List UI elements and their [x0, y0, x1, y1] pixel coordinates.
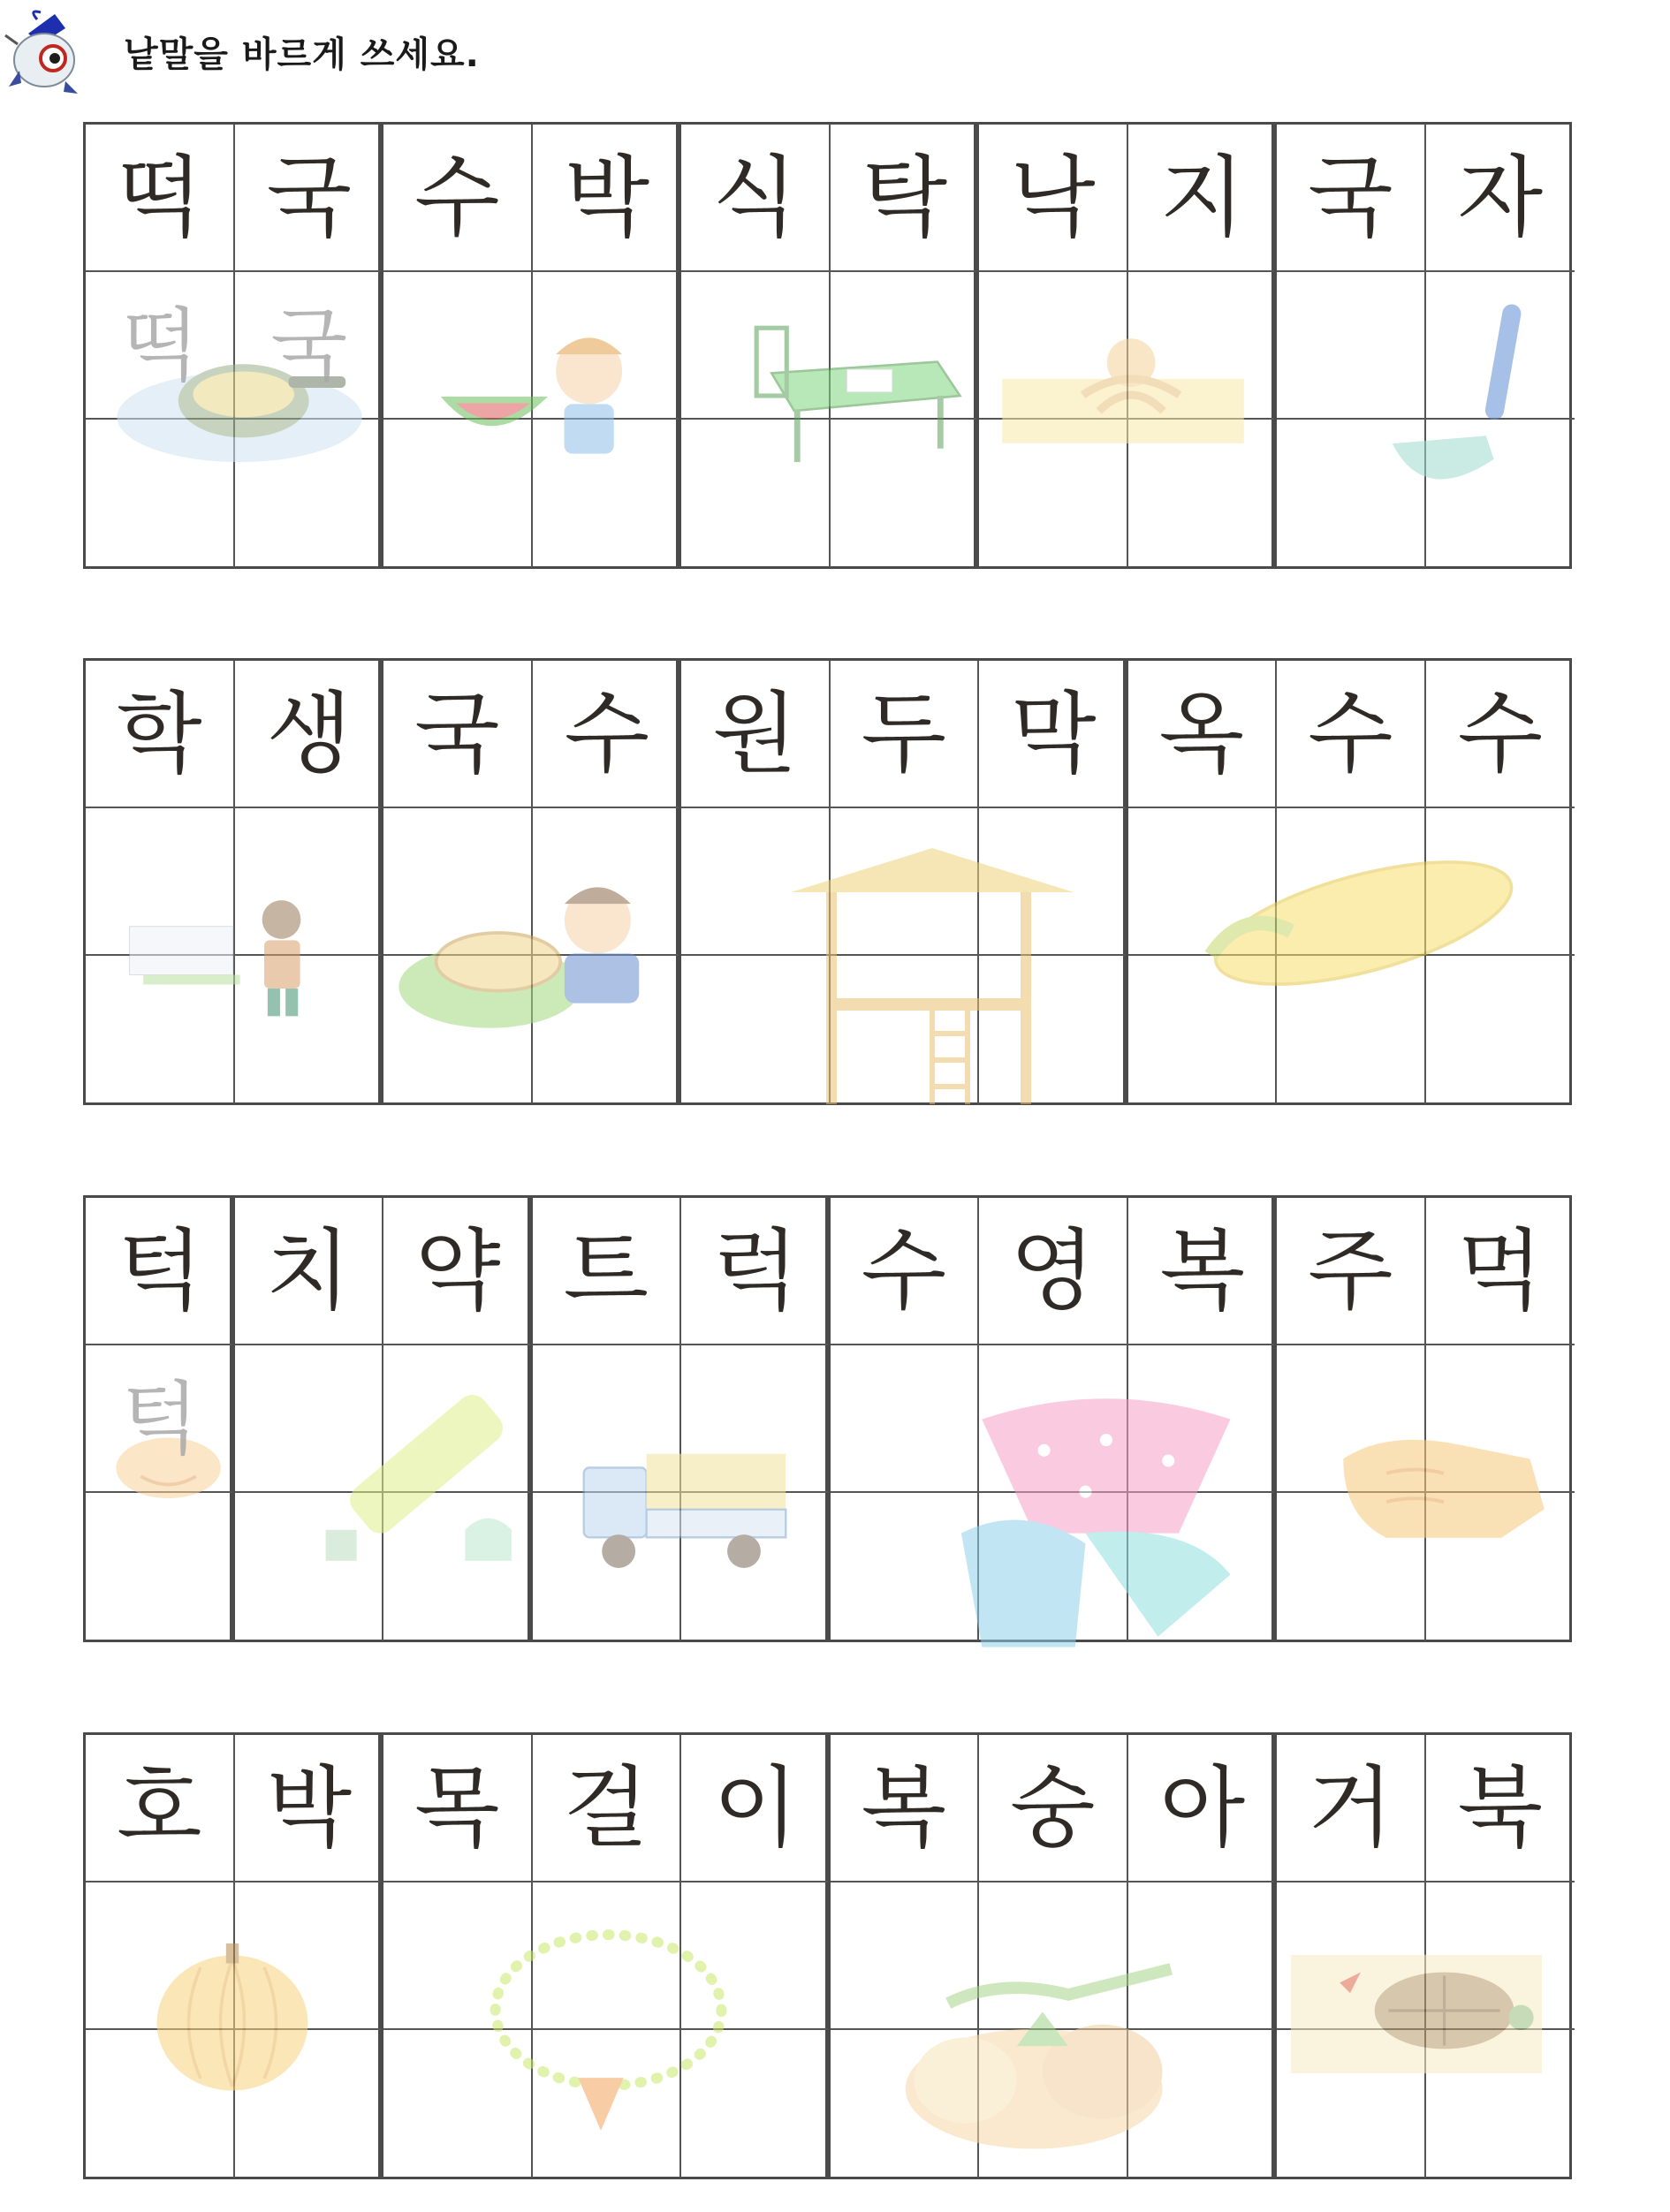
word-box [828, 1732, 1275, 2179]
model-syllable-cell [831, 1735, 980, 1882]
model-syllable-cell [979, 125, 1128, 272]
turtle-picture [1284, 1922, 1549, 2099]
model-syllable-cell [1128, 1735, 1278, 1882]
model-syllable-cell [681, 1735, 831, 1882]
syllable: 럭 [712, 1218, 799, 1322]
model-syllable-cell [86, 661, 235, 808]
model-syllable-cell [86, 1735, 235, 1882]
syllable: 옥 [1158, 681, 1245, 785]
word-box [232, 1195, 530, 1642]
swimsuit-picture [920, 1372, 1271, 1663]
syllable: 수 [414, 145, 500, 249]
model-syllable-cell [1426, 1735, 1575, 1882]
word-box [976, 122, 1274, 569]
mascot-character-icon [2, 9, 95, 97]
syllable: 복 [861, 1755, 947, 1860]
model-syllable-cell [1277, 1198, 1426, 1345]
syllable: 숭 [1009, 1755, 1096, 1860]
instruction-text: 낱말을 바르게 쓰세요. [124, 34, 480, 75]
dining-table-picture [711, 299, 968, 493]
balsam-flower-picture [897, 1940, 1180, 2161]
truck-picture [570, 1394, 800, 1597]
word-box [828, 1195, 1275, 1642]
syllable: 국 [1307, 145, 1393, 249]
watermelon-boy-picture [399, 303, 664, 489]
model-syllable-cell [1426, 661, 1575, 808]
trace-guide-syllable: 떡 [121, 299, 199, 392]
model-syllable-cell [979, 1198, 1128, 1345]
syllable: 수 [861, 1218, 947, 1322]
word-box [1126, 658, 1573, 1105]
syllable: 생 [266, 681, 353, 785]
model-syllable-cell [533, 661, 682, 808]
noodles-picture [391, 848, 656, 1042]
model-syllable-cell [533, 1198, 682, 1345]
melon-hut-picture [755, 822, 1109, 1113]
model-syllable-cell [1426, 1198, 1575, 1345]
model-syllable-cell [1426, 125, 1575, 272]
syllable: 떡 [116, 145, 202, 249]
model-syllable-cell [86, 1198, 235, 1345]
necklace-picture [473, 1913, 729, 2152]
syllable: 탁 [862, 145, 948, 249]
syllable: 북 [1457, 1755, 1544, 1860]
model-syllable-cell [533, 1735, 682, 1882]
model-syllable-cell [235, 1198, 384, 1345]
syllable: 낙 [1009, 145, 1096, 249]
syllable: 박 [564, 145, 650, 249]
model-syllable-cell [383, 661, 533, 808]
syllable: 수 [1457, 681, 1544, 785]
word-box [679, 658, 1126, 1105]
model-syllable-cell [831, 125, 980, 272]
word-box [679, 122, 976, 569]
syllable: 트 [563, 1218, 649, 1322]
model-syllable-cell [1128, 661, 1278, 808]
word-row [83, 122, 1576, 572]
syllable: 약 [414, 1218, 501, 1322]
model-syllable-cell [979, 661, 1128, 808]
word-box [1274, 122, 1572, 569]
pumpkin-picture [153, 1922, 312, 2108]
syllable: 호 [116, 1755, 202, 1860]
syllable: 국 [266, 145, 353, 249]
syllable: 원 [711, 681, 798, 785]
syllable: 치 [265, 1218, 352, 1322]
syllable: 박 [266, 1755, 353, 1860]
syllable: 턱 [117, 1218, 203, 1322]
model-syllable-cell [383, 1735, 533, 1882]
model-syllable-cell [1128, 125, 1278, 272]
word-box [381, 122, 679, 569]
word-row [83, 1195, 1576, 1646]
syllable: 식 [711, 145, 798, 249]
syllable: 수 [564, 681, 650, 785]
syllable: 주 [1307, 1218, 1393, 1322]
trace-guide-syllable: 국 [270, 299, 348, 392]
model-syllable-cell [1277, 661, 1426, 808]
syllable: 아 [1159, 1755, 1246, 1860]
word-box [381, 1732, 828, 2179]
word-box [530, 1195, 828, 1642]
model-syllable-cell [1277, 1735, 1426, 1882]
worksheet-header [0, 0, 1670, 97]
word-row [83, 658, 1576, 1109]
model-syllable-cell [235, 661, 384, 808]
model-syllable-cell [235, 1735, 384, 1882]
model-syllable-cell [831, 1198, 980, 1345]
trace-guide-syllable: 턱 [121, 1372, 199, 1466]
model-syllable-cell [383, 1198, 533, 1345]
corn-picture [1165, 835, 1545, 1011]
syllable: 자 [1457, 145, 1544, 249]
syllable: 먹 [1457, 1218, 1544, 1322]
word-box [1274, 1732, 1572, 2179]
octopus-picture [986, 303, 1260, 471]
model-syllable-cell [979, 1735, 1128, 1882]
model-syllable-cell [86, 125, 235, 272]
syllable: 국 [414, 681, 500, 785]
syllable: 이 [712, 1755, 799, 1860]
word-box [381, 658, 679, 1105]
syllable: 걸 [563, 1755, 649, 1860]
syllable: 영 [1009, 1218, 1096, 1322]
toothpaste-picture [279, 1385, 527, 1597]
ladle-picture [1299, 290, 1564, 519]
word-box [83, 658, 381, 1105]
model-syllable-cell [383, 125, 533, 272]
model-syllable-cell [533, 125, 682, 272]
model-syllable-cell [235, 125, 384, 272]
word-row [83, 1732, 1576, 2183]
syllable: 두 [861, 681, 947, 785]
model-syllable-cell [831, 661, 980, 808]
syllable: 거 [1307, 1755, 1393, 1860]
syllable: 지 [1159, 145, 1246, 249]
syllable: 학 [116, 681, 202, 785]
model-syllable-cell [681, 1198, 831, 1345]
syllable: 목 [414, 1755, 500, 1860]
word-box [83, 1732, 381, 2179]
model-syllable-cell [681, 661, 831, 808]
syllable: 복 [1159, 1218, 1246, 1322]
word-box [83, 1195, 232, 1642]
word-box [83, 122, 381, 569]
model-syllable-cell [1277, 125, 1426, 272]
model-syllable-cell [681, 125, 831, 272]
model-syllable-cell [1128, 1198, 1278, 1345]
syllable: 막 [1010, 681, 1097, 785]
word-box [1274, 1195, 1572, 1642]
fist-picture [1329, 1403, 1559, 1579]
syllable: 수 [1307, 681, 1393, 785]
student-picture [116, 857, 337, 1051]
